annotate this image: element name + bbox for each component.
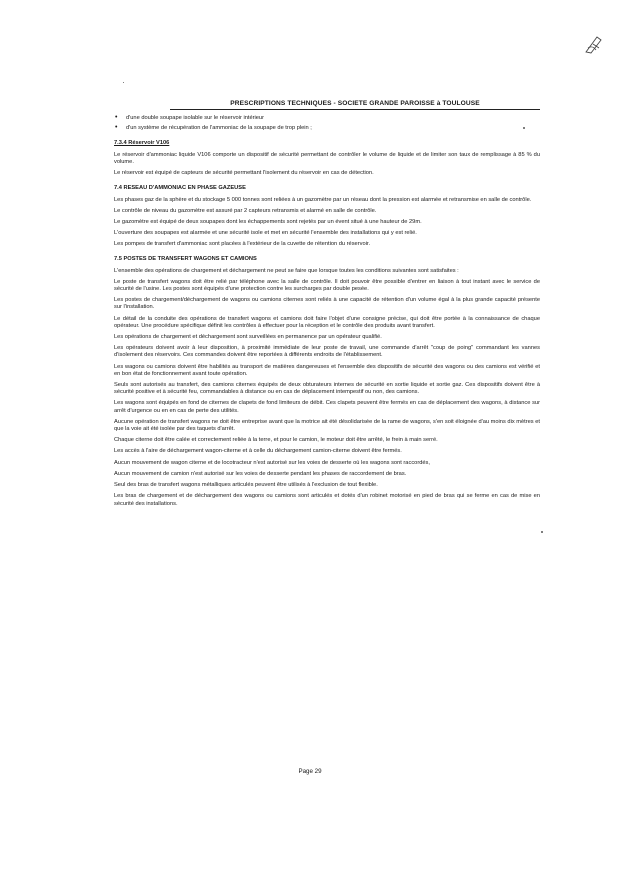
scan-speck [541,531,543,533]
paragraph: Les phases gaz de la sphère et du stockage 5 000 tonnes sont reliées à un gazomètre par un réseau dont la pression est alarmée et retransmise en salle de contrôle. [114,196,532,203]
section-title-reservoir-v106: 7.3.4 Réservoir V106 [114,140,170,146]
section-title-reseau-ammoniac: 7.4 RESEAU D'AMMONIAC EN PHASE GAZEUSE [114,184,246,191]
section-title-postes-transfert: 7.5 POSTES DE TRANSFERT WAGONS ET CAMIONS [114,255,257,262]
page-content [114,100,540,508]
paragraph: Les wagons sont équipés en fond de citernes de clapets de fond limiteurs de débit. Ces clapets peuvent être fermés en cas de déplacement des wagons, à distance sur arrêt d'urgence ou en en cas de perte des utilités. [114,400,540,414]
paragraph: Le poste de transfert wagons doit être relié par téléphone avec la salle de contrôle. Il doit pouvoir être possible d'entrer en liaison à tout instant avec le service de sécurité de l'usine. Les postes sont équipés d'une protection contre les surcharges par double pesée. [114,278,540,293]
paragraph: Aucune opération de transfert wagons ne doit être entreprise avant que la motrice ait été désolidarisée de la rame de wagons, s'en soit éloignée d'au moins dix mètres et que la voie ait été isolée par des taquets d'arrêt. [114,418,540,433]
paragraph: Le réservoir est équipé de capteurs de sécurité permettant l'isolement du réservoir en cas de détection. [114,170,374,177]
paragraph: Aucun mouvement de wagon citerne et de locotracteur n'est autorisé sur les voies de desserte où les wagons sont raccordés, [114,459,430,466]
page-header: PRESCRIPTIONS TECHNIQUES - SOCIETE GRANDE PAROISSE à TOULOUSE [170,100,540,110]
bullet-list [114,113,540,133]
paragraph: Chaque citerne doit être calée et correctement reliée à la terre, et pour le camion, le moteur doit être arrêté, le frein à main serré. [114,437,438,444]
paragraph: Les accès à l'aire de déchargement wagon-citerne et à celle du déchargement camion-citerne doivent être fermés. [114,448,402,455]
bullet-item: • d'un système de récupération de l'ammoniac de la soupape de trop plein ; [114,123,540,133]
paragraph: Aucun mouvement de camion n'est autorisé sur les voies de desserte pendant les phases de raccordement de bras. [114,470,407,477]
page-number: Page 29 [298,768,322,775]
handwritten-mark-icon [583,34,605,56]
paragraph: Le contrôle de niveau du gazomètre est assuré par 2 capteurs retransmis et alarmé en salle de contrôle. [114,207,377,214]
paragraph: Le réservoir d'ammoniac liquide V106 comporte un dispositif de sécurité permettant de contrôler le volume de liquide et de limiter son taux de remplissage à 85 % du volume. [114,152,540,166]
paragraph: Les postes de chargement/déchargement de wagons ou camions citernes sont reliés à une capacité de rétention d'un volume égal à la plus grande capacité présente sur l'installation. [114,297,540,311]
paragraph: Les opérations de chargement et déchargement sont surveillées en permanence par un opérateur qualifié. [114,334,382,341]
paragraph: Les wagons ou camions doivent être habilités au transport de matières dangereuses et l'ensemble des dispositifs de sécurité des wagons ou des camions est vérifié et en bon état de fonctionnement avant toute opération. [114,363,540,377]
paragraph: L'ensemble des opérations de chargement et déchargement ne peut se faire que lorsque toutes les conditions suivantes sont satisfaites : [114,267,459,274]
paragraph: Le détail de la conduite des opérations de transfert wagons et camions doit faire l'objet d'une consigne précise, qui doit être portée à la connaissance de chaque opérateur. Une procédure spécifique définit les contrôles à effectuer pour la réception et le contrôle des produits avant transfert. [114,315,540,329]
paragraph: Les opérateurs doivent avoir à leur disposition, à proximité immédiate de leur poste de travail, une commande d'arrêt "coup de poing" commandant les vannes d'isolement des réservoirs. Ces commandes doivent être reportées à différents endroits de l'établissement. [114,345,540,359]
scan-speck [123,82,124,83]
paragraph: Seul des bras de transfert wagons métalliques articulés peuvent être utilisés à l'exclusion de tout flexible. [114,482,378,489]
paragraph: L'ouverture des soupapes est alarmée et une sécurité isole et met en sécurité l'ensemble des installations qui y est relié. [114,230,417,237]
paragraph: Le gazomètre est équipé de deux soupapes dont les échappements sont rejetés par un évent situé à une hauteur de 29m. [114,219,422,226]
paragraph: Les pompes de transfert d'ammoniac sont placées à l'extérieur de la cuvette de rétention du réservoir. [114,241,371,248]
paragraph: Seuls sont autorisés au transfert, des camions citernes équipés de deux obturateurs internes de sécurité en sortie liquide et sortie gaz. Ces dispositifs doivent être à sécurité positive et à sécurité feu, commandables à distance ou en cas de déplacement intempestif ou non, des camions. [114,382,540,396]
paragraph: Les bras de chargement et de déchargement des wagons ou camions sont articulés et dotés d'un robinet motorisé en pied de bras qui se ferme en cas de mise en sécurité des installations. [114,493,540,507]
bullet-item: • d'une double soupape isolable sur le réservoir intérieur [114,113,540,123]
